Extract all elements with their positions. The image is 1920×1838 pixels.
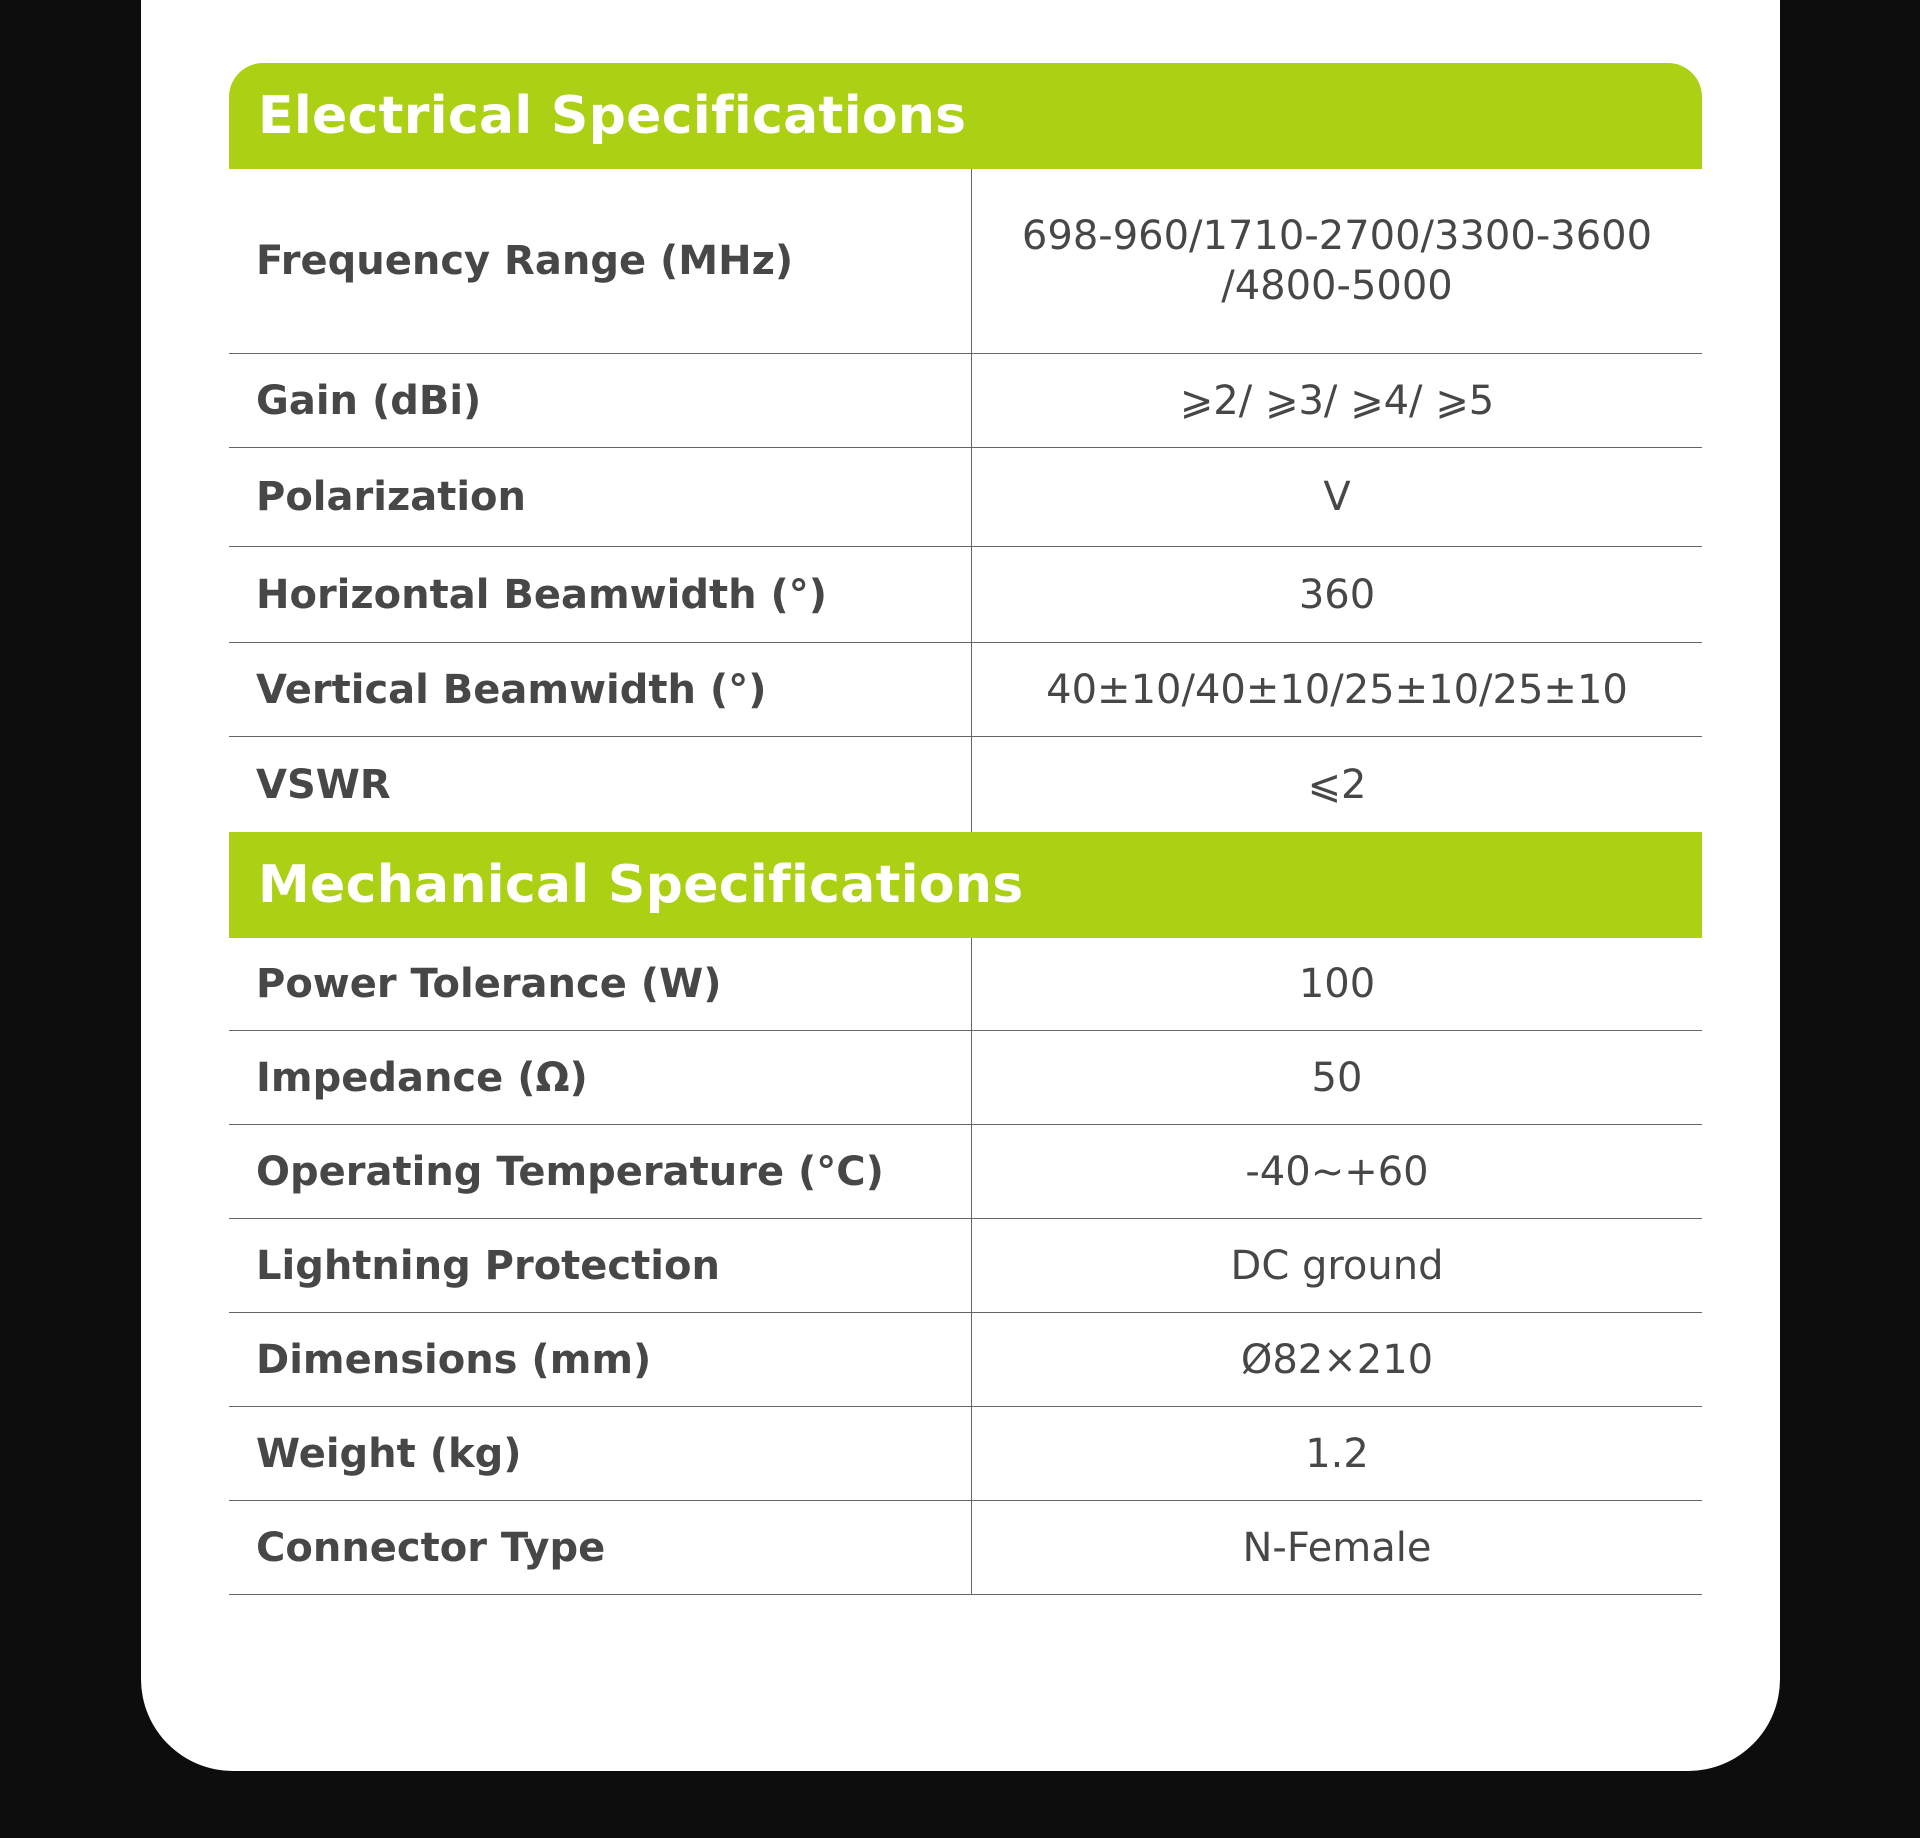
spec-value-line: /4800-5000: [1221, 263, 1453, 309]
spec-label: Impedance (Ω): [229, 1031, 972, 1124]
table-row: [229, 1031, 1702, 1125]
spec-label: Power Tolerance (W): [229, 938, 972, 1030]
spec-value: 360: [1298, 571, 1376, 618]
table-row: [229, 448, 1702, 547]
mechanical-specifications-header: [229, 832, 1702, 938]
spec-label: Operating Temperature (°C): [229, 1125, 972, 1218]
spec-value: DC ground: [1230, 1242, 1444, 1289]
spec-value-line: 698-960/1710-2700/3300-3600: [1021, 213, 1653, 259]
table-row: [229, 1501, 1702, 1595]
table-row: [229, 354, 1702, 448]
spec-value: 50: [1311, 1054, 1363, 1101]
table-row: [229, 1125, 1702, 1219]
spec-label: Dimensions (mm): [229, 1313, 972, 1406]
table-row: [229, 1219, 1702, 1313]
table-row: [229, 938, 1702, 1031]
spec-label: Connector Type: [229, 1501, 972, 1594]
spec-value: ⩾2/ ⩾3/ ⩾4/ ⩾5: [1179, 377, 1495, 424]
table-row: [229, 1313, 1702, 1407]
spec-value: Ø82×210: [1240, 1336, 1434, 1383]
spec-label: Polarization: [229, 448, 972, 546]
spec-value: 1.2: [1305, 1430, 1369, 1477]
table-row: [229, 737, 1702, 832]
mechanical-specifications-table: [229, 938, 1702, 1595]
spec-label: VSWR: [229, 737, 972, 832]
spec-value: [972, 169, 1702, 353]
spec-label: Gain (dBi): [229, 354, 972, 447]
electrical-specifications-table: [229, 169, 1702, 832]
spec-label: Lightning Protection: [229, 1219, 972, 1312]
spec-value: 40±10/40±10/25±10/25±10: [1046, 666, 1628, 713]
spec-value: -40~+60: [1245, 1148, 1429, 1195]
spec-value: 100: [1298, 961, 1376, 1007]
spec-card: [141, 0, 1780, 1771]
table-row: [229, 169, 1702, 354]
mechanical-specifications-title: Mechanical Specifications: [258, 855, 1024, 915]
electrical-specifications-header: [229, 63, 1702, 169]
spec-label: Frequency Range (MHz): [229, 169, 972, 353]
table-row: [229, 547, 1702, 643]
spec-label: Horizontal Beamwidth (°): [229, 547, 972, 642]
spec-value: V: [1323, 474, 1351, 520]
spec-value: ⩽2: [1307, 761, 1367, 808]
spec-label: Vertical Beamwidth (°): [229, 643, 972, 736]
spec-value: N-Female: [1242, 1524, 1432, 1571]
electrical-specifications-title: Electrical Specifications: [258, 86, 967, 146]
table-row: [229, 643, 1702, 737]
table-row: [229, 1407, 1702, 1501]
spec-label: Weight (kg): [229, 1407, 972, 1500]
